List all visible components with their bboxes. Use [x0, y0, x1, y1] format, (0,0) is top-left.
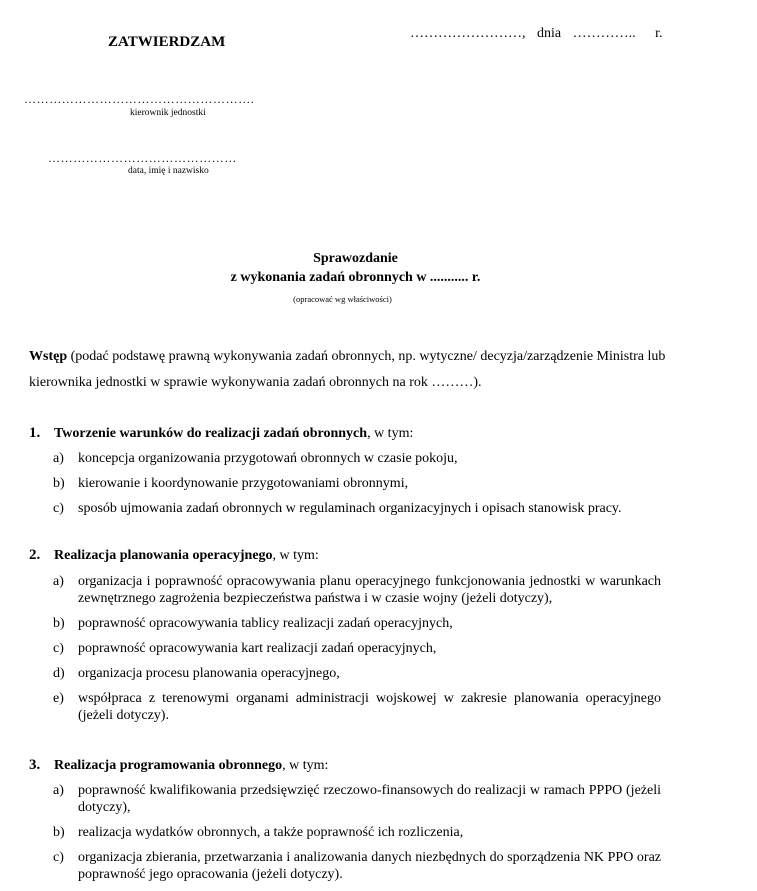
- section-number: 1.: [29, 425, 41, 441]
- list-item: c) organizacja zbierania, przetwarzania i analizowania danych niezbędnych do sporządzenia NK PPO oraz poprawność jego opracowania (jeżeli dotyczy).: [53, 850, 661, 882]
- section-title: Realizacja planowania operacyjnego, w tym:: [54, 548, 319, 563]
- list-item: a) organizacja i poprawność opracowywania planu operacyjnego funkcjonowania jednostki w warunkach zewnętrznego zagrożenia bezpieczeństwa państwa i w czasie wojny (jeżeli dotyczy),: [53, 574, 661, 606]
- list-item: b) poprawność opracowywania tablicy realizacji zadań operacyjnych,: [53, 616, 453, 631]
- section-3: [29, 757, 661, 883]
- section-2: [29, 547, 661, 724]
- list-item: b) realizacja wydatków obronnych, a także poprawność ich rozliczenia,: [53, 825, 464, 840]
- list-item: a) poprawność kwalifikowania przedsięwzięć rzeczowo-finansowych do realizacji w ramach PPPO (jeżeli dotyczy),: [53, 783, 661, 815]
- section-number: 2.: [29, 547, 41, 563]
- signature-line-1: ……………………………………………….: [24, 92, 255, 106]
- title-note: (opracować wg właściwości): [293, 294, 392, 304]
- section-title: Realizacja programowania obronnego, w tym:: [54, 758, 329, 773]
- signature-line-2: ………………………………………: [48, 151, 237, 165]
- signature-caption-2: data, imię i nazwisko: [128, 166, 209, 176]
- place-placeholder: ……………………,: [410, 26, 526, 41]
- list-item: c) poprawność opracowywania kart realizacji zadań operacyjnych,: [53, 641, 437, 656]
- section-number: 3.: [29, 757, 41, 773]
- list-item: a) koncepcja organizowania przygotowań obronnych w czasie pokoju,: [53, 451, 458, 466]
- intro-text: (podać podstawę prawną wykonywania zadań obronnych, np. wytyczne/ decyzja/zarządzenie Ministra lub kierownika jednostki w sprawie wykonywania zadań obronnych na rok ………).: [29, 349, 666, 390]
- section-1: [29, 425, 661, 517]
- list-item: c) sposób ujmowania zadań obronnych w regulaminach organizacyjnych i opisach stanowisk pracy.: [53, 501, 622, 516]
- date-word: dnia: [537, 26, 562, 41]
- list-item: d) organizacja procesu planowania operacyjnego,: [53, 666, 340, 681]
- intro-label: Wstęp: [29, 349, 68, 364]
- document-title: Sprawozdanie: [313, 251, 398, 266]
- document-subtitle: z wykonania zadań obronnych w ........... r.: [230, 270, 481, 285]
- section-title: Tworzenie warunków do realizacji zadań obronnych, w tym:: [54, 426, 414, 441]
- list-item: b) kierowanie i koordynowanie przygotowaniami obronnymi,: [53, 476, 409, 491]
- approval-heading: ZATWIERDZAM: [108, 34, 226, 50]
- list-item: e) współpraca z terenowymi organami administracji wojskowej w zakresie planowania operacyjnego (jeżeli dotyczy).: [53, 691, 661, 723]
- date-placeholder: …………..: [572, 26, 636, 41]
- date-place-line: [410, 26, 663, 42]
- intro-paragraph: [29, 344, 669, 396]
- year-suffix: r.: [655, 26, 663, 41]
- signature-caption-1: kierownik jednostki: [130, 108, 206, 118]
